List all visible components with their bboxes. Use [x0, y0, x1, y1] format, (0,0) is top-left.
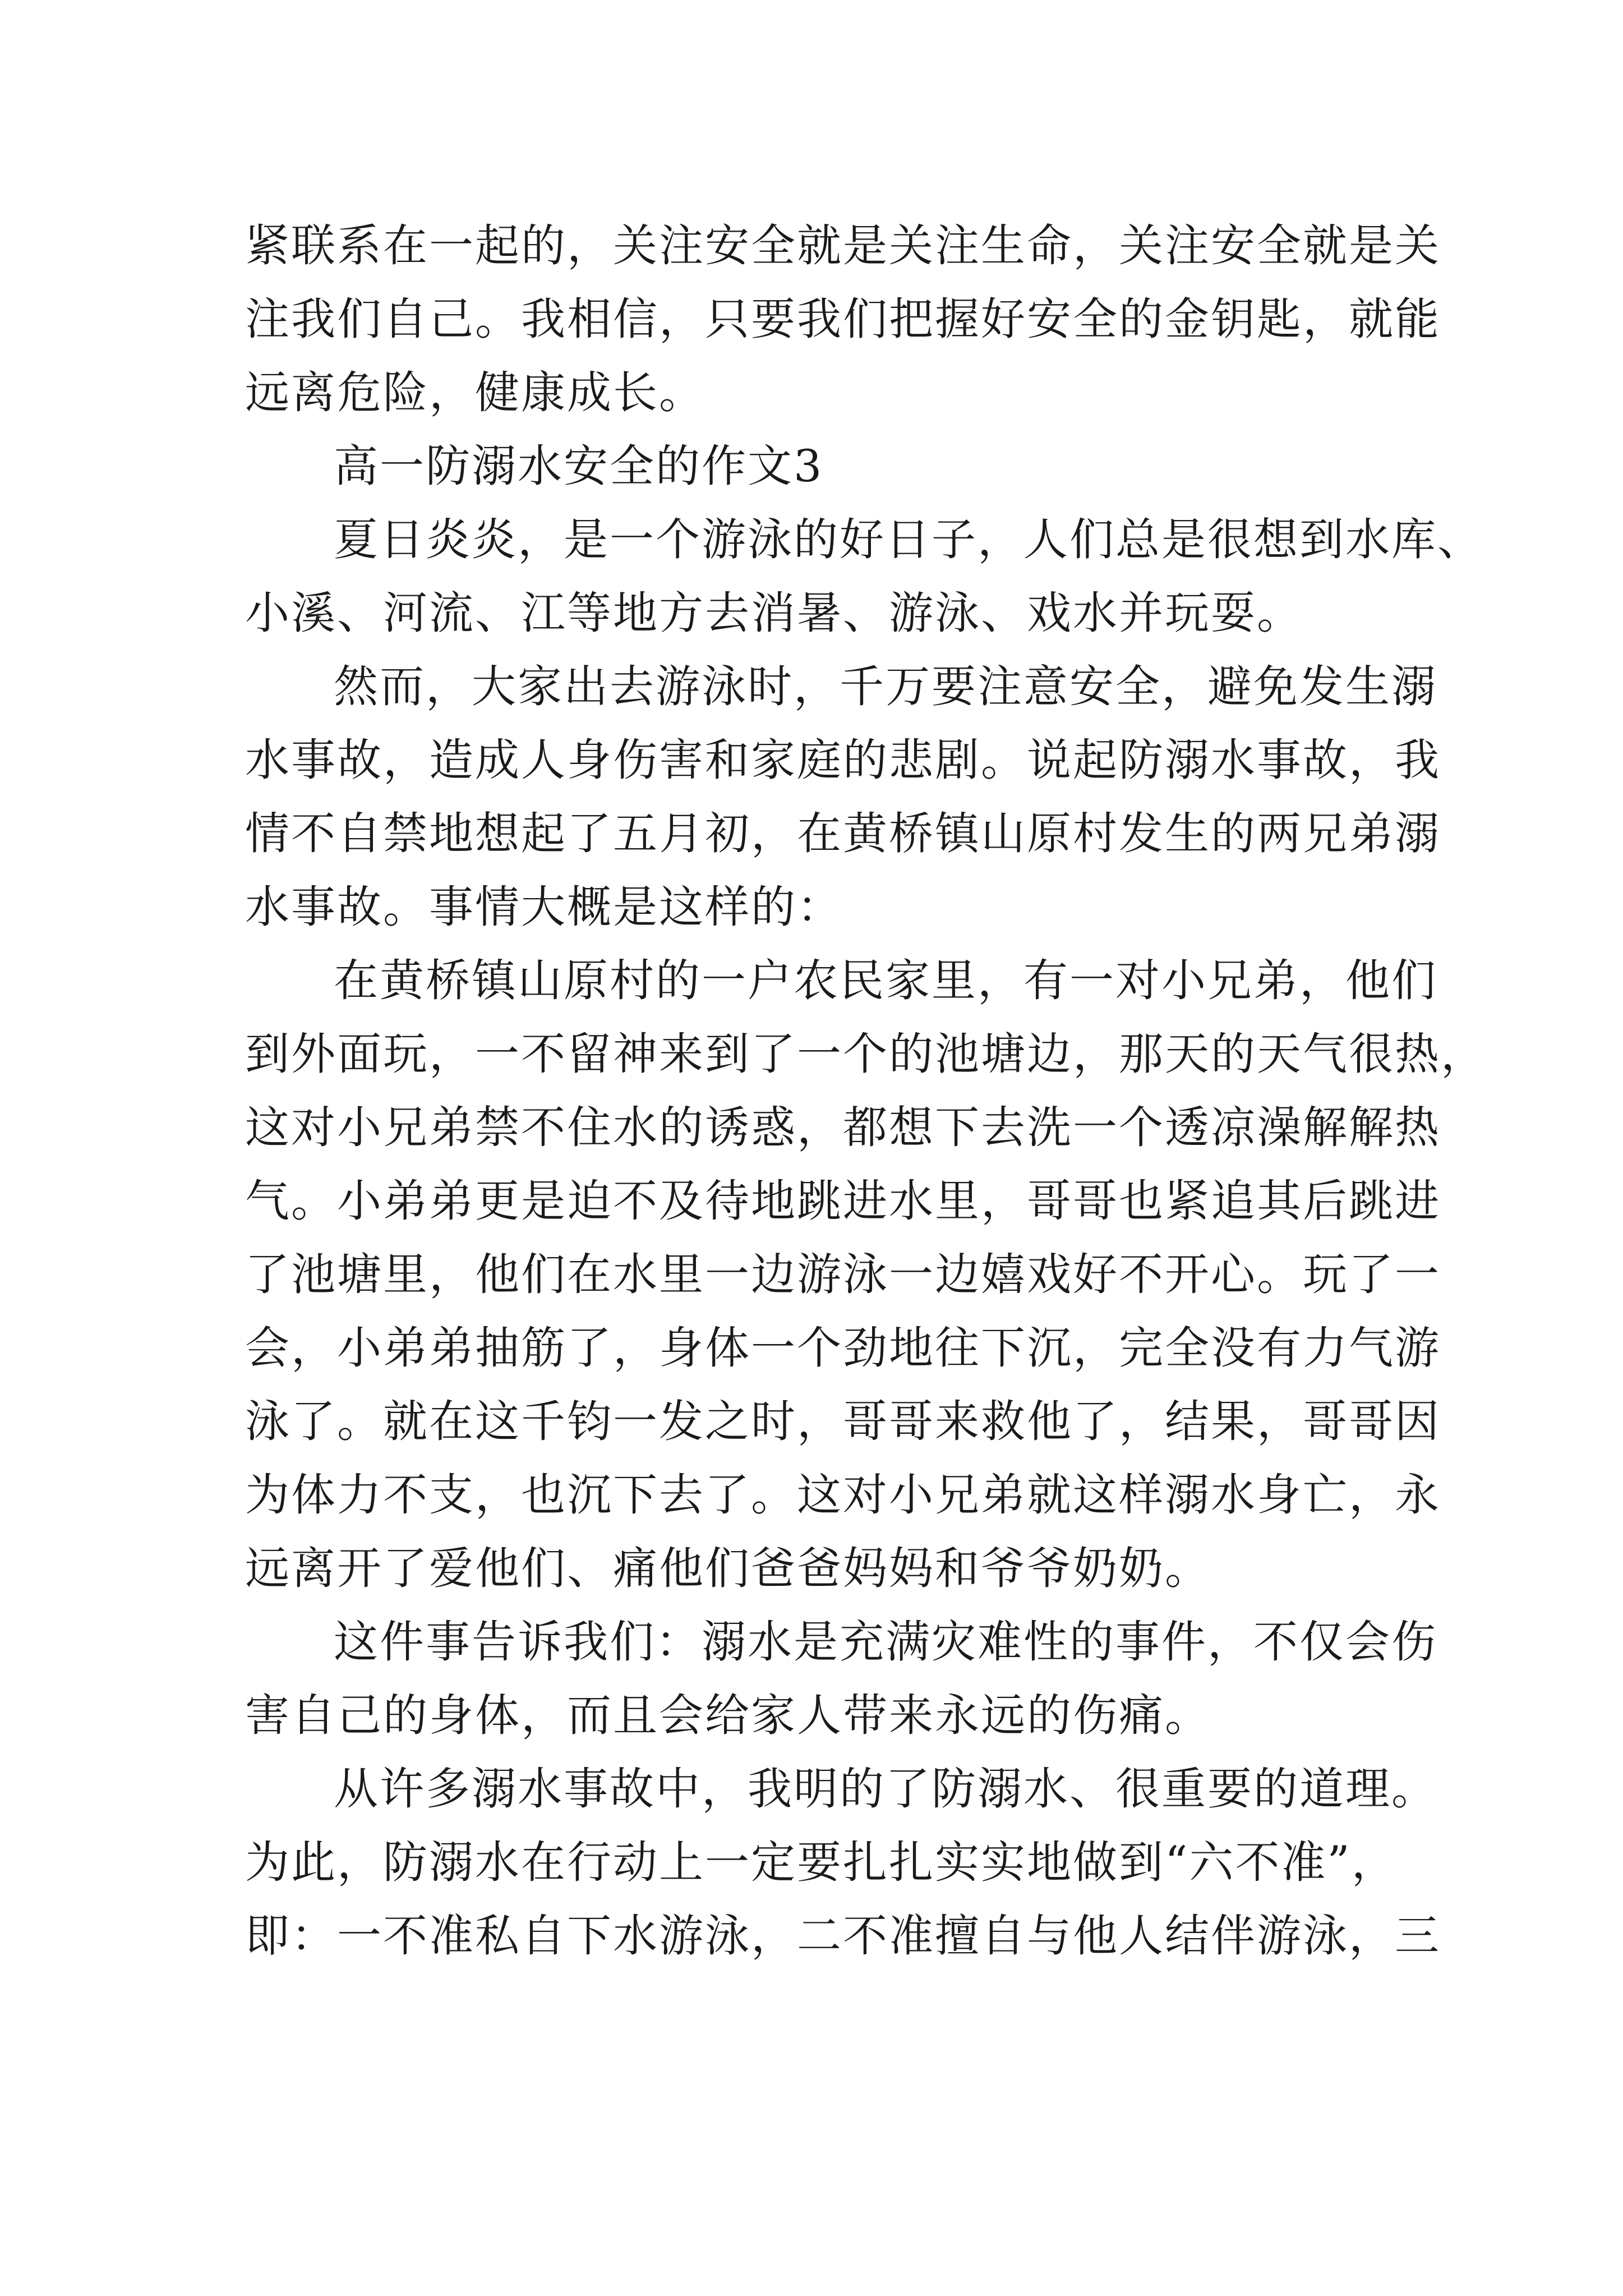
text-line: 水事故，造成人身伤害和家庭的悲剧。说起防溺水事故，我: [245, 734, 1441, 786]
text-line: 为体力不支，也沉下去了。这对小兄弟就这样溺水身亡，永: [245, 1469, 1441, 1521]
text-line: 气。小弟弟更是迫不及待地跳进水里，哥哥也紧追其后跳进: [245, 1175, 1441, 1227]
paragraph-start-line: 从许多溺水事故中，我明的了防溺水、很重要的道理。: [334, 1763, 1437, 1815]
paragraph-start-line: 在黄桥镇山原村的一户农民家里，有一对小兄弟，他们: [334, 955, 1437, 1006]
text-line: 水事故。事情大概是这样的：: [245, 881, 843, 933]
text-line: 害自己的身体，而且会给家人带来永远的伤痛。: [245, 1690, 1211, 1741]
text-line: 为此，防溺水在行动上一定要扎扎实实地做到“六不准”，: [245, 1837, 1398, 1888]
text-line: 泳了。就在这千钧一发之时，哥哥来救他了，结果，哥哥因: [245, 1396, 1441, 1447]
text-line: 了池塘里，他们在水里一边游泳一边嬉戏好不开心。玩了一: [245, 1249, 1441, 1300]
text-line: 远离危险，健康成长。: [245, 367, 705, 418]
text-line: 情不自禁地想起了五月初，在黄桥镇山原村发生的两兄弟溺: [245, 808, 1441, 859]
text-line: 即：一不准私自下水游泳，二不准擅自与他人结伴游泳，三: [245, 1910, 1441, 1962]
paragraph-start-line: 这件事告诉我们：溺水是充满灾难性的事件，不仅会伤: [334, 1616, 1437, 1668]
text-line: 紧联系在一起的，关注安全就是关注生命，关注安全就是关: [245, 220, 1441, 272]
paragraph-start-line: 夏日炎炎，是一个游泳的好日子，人们总是很想到水库、: [334, 514, 1483, 565]
text-line: 到外面玩，一不留神来到了一个的池塘边，那天的天气很热，: [245, 1028, 1487, 1080]
text-line: 小溪、河流、江等地方去消暑、游泳、戏水并玩耍。: [245, 587, 1303, 639]
text-line: 会，小弟弟抽筋了，身体一个劲地往下沉，完全没有力气游: [245, 1322, 1441, 1374]
section-heading: 高一防溺水安全的作文3: [334, 440, 824, 492]
text-line: 注我们自己。我相信，只要我们把握好安全的金钥匙，就能: [245, 293, 1441, 345]
text-line: 这对小兄弟禁不住水的诱惑，都想下去洗一个透凉澡解解热: [245, 1102, 1441, 1153]
paragraph-start-line: 然而，大家出去游泳时，千万要注意安全，避免发生溺: [334, 661, 1437, 712]
text-line: 远离开了爱他们、痛他们爸爸妈妈和爷爷奶奶。: [245, 1543, 1211, 1594]
